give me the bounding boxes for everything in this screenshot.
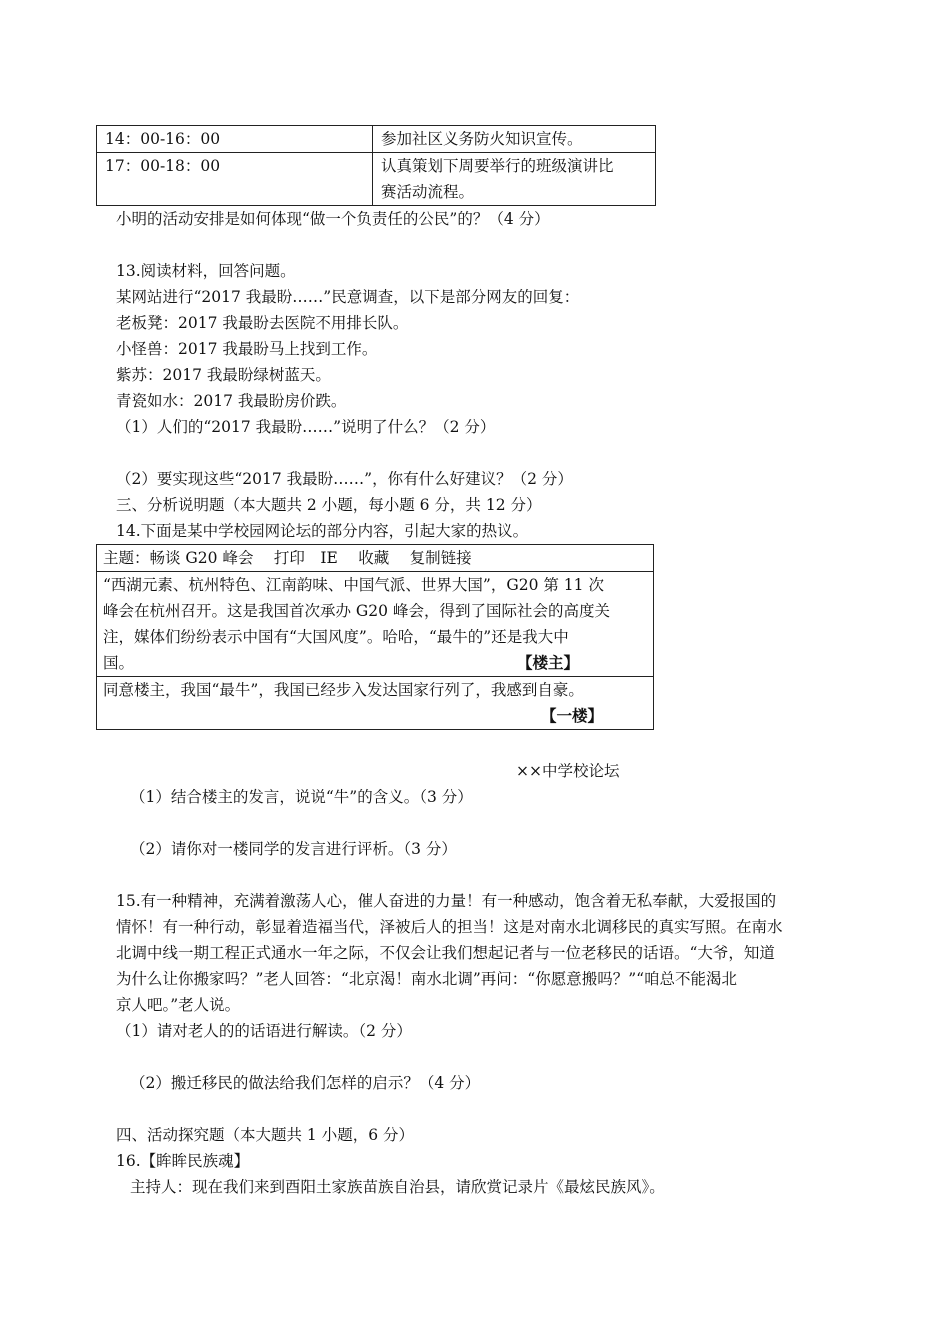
q15-line: 京人吧。”老人说。: [116, 996, 241, 1014]
q15-sub2: （2）搬迁移民的做法给我们怎样的启示？（4 分）: [130, 1074, 481, 1092]
post-line: 注，媒体们纷纷表示中国有“大国风度”。哈哈，“最牛的”还是我大中: [103, 628, 569, 646]
q12-question: 小明的活动安排是如何体现“做一个负责任的公民”的？（4 分）: [116, 210, 550, 228]
schedule-activity-line: 赛活动流程。: [381, 183, 475, 201]
q14-sub2: （2）请你对一楼同学的发言进行评析。（3 分）: [130, 840, 457, 858]
schedule-time: 14：00-16：00: [97, 126, 373, 153]
post-signature-first-floor: 【一楼】: [541, 706, 604, 725]
q15-line: 为什么让你搬家吗？”老人回答：“北京渴！南水北调”再问：“你愿意搬吗？”“咱总不能渴北: [116, 970, 738, 988]
section-4-heading: 四、活动探究题（本大题共 1 小题，6 分）: [116, 1126, 415, 1144]
forum-post-first-floor: [97, 676, 653, 729]
post-signature-row: [103, 703, 647, 729]
q13-reply: 紫苏：2017 我最盼绿树蓝天。: [116, 366, 331, 384]
q13-reply: 小怪兽：2017 我最盼马上找到工作。: [116, 340, 378, 358]
q13-reply: 青瓷如水：2017 我最盼房价跌。: [116, 392, 347, 410]
forum-name: ××中学校论坛: [516, 762, 620, 780]
table-row: [97, 153, 656, 206]
q13-reply: 老板凳：2017 我最盼去医院不用排长队。: [116, 314, 409, 332]
q15-line: 情怀！有一种行动，彰显着造福当代，泽被后人的担当！这是对南水北调移民的真实写照。在南水: [116, 918, 783, 936]
table-row: [97, 126, 656, 153]
schedule-activity-line: 认真策划下周要举行的班级演讲比: [381, 157, 614, 175]
post-line: “西湖元素、杭州特色、江南韵味、中国气派、世界大国”，G20 第 11 次: [103, 576, 604, 594]
post-line: 峰会在杭州召开。这是我国首次承办 G20 峰会，得到了国际社会的高度关: [103, 602, 610, 620]
forum-post-owner: [97, 571, 653, 676]
schedule-activity: [373, 153, 656, 206]
post-last-line: [103, 650, 647, 676]
q16-title: 16.【眸眸民族魂】: [116, 1152, 250, 1170]
q15-line: 北调中线一期工程正式通水一年之际，不仅会让我们想起记者与一位老移民的话语。“大爷，知道: [116, 944, 775, 962]
q14-sub1: （1）结合楼主的发言，说说“牛”的含义。（3 分）: [130, 788, 473, 806]
forum-box: [96, 544, 654, 730]
q14-intro: 14.下面是某中学校园网论坛的部分内容，引起大家的热议。: [116, 522, 529, 540]
schedule-activity: 参加社区义务防火知识宣传。: [373, 126, 656, 153]
post-line: 国。: [103, 654, 135, 672]
q15-sub1: （1）请对老人的的话语进行解读。（2 分）: [116, 1022, 412, 1040]
q13-title: 13.阅读材料，回答问题。: [116, 262, 296, 280]
schedule-table: [96, 125, 656, 206]
forum-header: 主题：畅谈 G20 峰会 打印 IE 收藏 复制链接: [103, 549, 472, 567]
q13-intro: 某网站进行“2017 我最盼……”民意调查，以下是部分网友的回复：: [116, 288, 580, 306]
schedule-time: 17：00-18：00: [97, 153, 373, 206]
q16-host: 主持人：现在我们来到酉阳土家族苗族自治县，请欣赏记录片《最炫民族风》。: [130, 1178, 665, 1196]
post-line: 同意楼主，我国“最牛”，我国已经步入发达国家行列了，我感到自豪。: [103, 681, 584, 699]
section-3-heading: 三、分析说明题（本大题共 2 小题，每小题 6 分，共 12 分）: [116, 496, 542, 514]
post-signature-owner: 【楼主】: [517, 653, 580, 672]
q15-line: 15.有一种精神，充满着激荡人心，催人奋进的力量！有一种感动，饱含着无私奉献，大爱报国的: [116, 892, 777, 910]
q13-sub2: （2）要实现这些“2017 我最盼……”，你有什么好建议？（2 分）: [116, 470, 573, 488]
q13-sub1: （1）人们的“2017 我最盼……”说明了什么？（2 分）: [116, 418, 496, 436]
